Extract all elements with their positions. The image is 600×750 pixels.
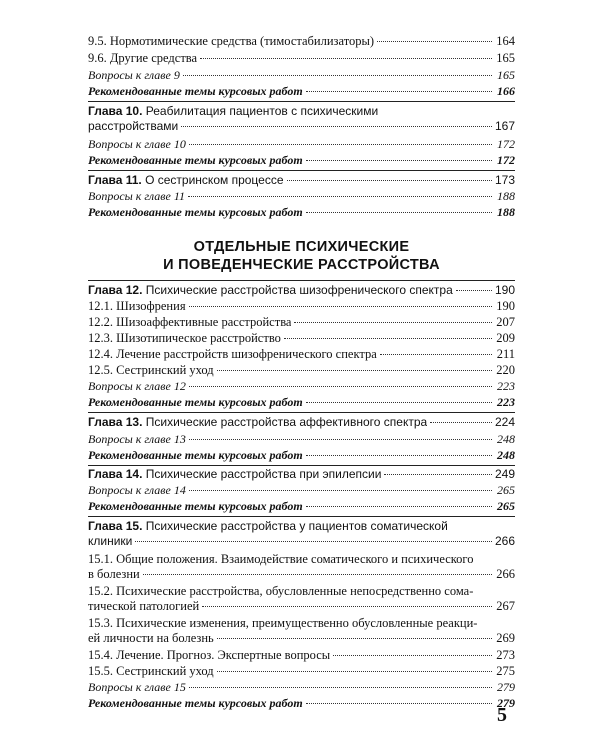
entry-label: Вопросы к главе 13 (88, 432, 186, 446)
entry-label: Реабилитация пациентов с психическими (145, 104, 379, 118)
toc-entry-topics-12 (88, 395, 515, 410)
separator (88, 280, 515, 281)
entry-label: 12.4. Лечение расстройств шизофренического спектра (88, 347, 377, 361)
entry-page: 224 (494, 415, 515, 429)
entry-label: 9.6. Другие средства (88, 51, 198, 65)
entry-label-continued: клиники (88, 534, 133, 548)
entry-label: Психические расстройства аффективного спектра (145, 415, 428, 429)
entry-label: Психические расстройства шизофренического спектра (145, 283, 453, 297)
entry-label: 15.5. Сестринский уход (88, 664, 214, 678)
entry-label: Рекомендованные темы курсовых работ (88, 84, 303, 98)
entry-label: Вопросы к главе 12 (88, 379, 186, 393)
toc-entry-12-5 (88, 363, 515, 378)
toc-chapter-11 (88, 173, 515, 188)
entry-page: 207 (496, 315, 515, 329)
toc-entry-12-4 (88, 347, 515, 362)
entry-page: 190 (494, 283, 515, 297)
toc-entry-topics-9 (88, 84, 515, 99)
toc-entry-topics-11 (88, 205, 515, 220)
entry-label-continued: ей личности на болезнь (88, 631, 214, 645)
entry-label-continued: расстройствами (88, 119, 179, 133)
entry-label: Рекомендованные темы курсовых работ (88, 448, 303, 462)
entry-label: О сестринском процессе (145, 173, 284, 187)
entry-page: 190 (496, 299, 515, 313)
entry-label: 12.3. Шизотипическое расстройство (88, 331, 281, 345)
toc-entry-15-3 (88, 616, 515, 646)
entry-page: 223 (497, 395, 515, 409)
entry-label: 12.1. Шизофрения (88, 299, 186, 313)
toc-entry-15-5 (88, 664, 515, 679)
entry-page: 220 (496, 363, 515, 377)
toc-chapter-13 (88, 415, 515, 430)
entry-label: Вопросы к главе 14 (88, 483, 186, 497)
entry-label: Вопросы к главе 15 (88, 680, 186, 694)
entry-page: 188 (497, 189, 515, 203)
entry-page: 172 (497, 153, 515, 167)
chapter-number: Глава 13. (88, 415, 143, 429)
entry-page: 188 (497, 205, 515, 219)
entry-label: 12.2. Шизоаффективные расстройства (88, 315, 292, 329)
section-heading-line1: ОТДЕЛЬНЫЕ ПСИХИЧЕСКИЕ (193, 239, 410, 255)
entry-label: Вопросы к главе 9 (88, 68, 180, 82)
entry-label: 15.2. Психические расстройства, обусловленные непосредственно сома- (88, 584, 474, 598)
toc-entry-questions-15 (88, 680, 515, 695)
entry-label: Вопросы к главе 11 (88, 189, 185, 203)
toc-entry-15-1 (88, 552, 515, 582)
toc-entry-9-6 (88, 51, 515, 66)
entry-page: 265 (497, 483, 515, 497)
entry-label: 15.4. Лечение. Прогноз. Экспертные вопросы (88, 648, 331, 662)
separator (88, 412, 515, 413)
toc-entry-15-2 (88, 584, 515, 614)
chapter-number: Глава 11. (88, 173, 142, 187)
separator (88, 101, 515, 102)
chapter-number: Глава 14. (88, 467, 143, 481)
toc-entry-questions-14 (88, 483, 515, 498)
entry-page: 165 (497, 68, 515, 82)
toc-entry-questions-12 (88, 379, 515, 394)
entry-label: Рекомендованные темы курсовых работ (88, 395, 303, 409)
toc-chapter-12 (88, 283, 515, 298)
entry-page: 166 (497, 84, 515, 98)
entry-page: 266 (496, 567, 515, 581)
chapter-number: Глава 15. (88, 519, 143, 533)
entry-label: Психические расстройства при эпилепсии (145, 467, 382, 481)
entry-page: 167 (494, 119, 515, 133)
separator (88, 516, 515, 517)
entry-label: 12.5. Сестринский уход (88, 363, 214, 377)
section-heading-line2: И ПОВЕДЕНЧЕСКИЕ РАССТРОЙСТВА (163, 257, 440, 273)
entry-page: 164 (496, 34, 515, 48)
entry-page: 165 (496, 51, 515, 65)
toc-entry-15-4 (88, 648, 515, 663)
toc-entry-topics-14 (88, 499, 515, 514)
toc-chapter-10 (88, 104, 515, 134)
entry-label: Рекомендованные темы курсовых работ (88, 696, 303, 710)
entry-label: Рекомендованные темы курсовых работ (88, 205, 303, 219)
toc-entry-questions-9 (88, 68, 515, 83)
toc-entry-questions-10 (88, 137, 515, 152)
entry-label: 9.5. Нормотимические средства (тимостабилизаторы) (88, 34, 375, 48)
entry-page: 266 (494, 534, 515, 548)
separator (88, 465, 515, 466)
separator (88, 170, 515, 171)
entry-label-continued: в болезни (88, 567, 140, 581)
entry-page: 275 (496, 664, 515, 678)
toc-entry-topics-10 (88, 153, 515, 168)
entry-label-continued: тической патологией (88, 599, 200, 613)
entry-page: 172 (497, 137, 515, 151)
entry-page: 249 (494, 467, 515, 481)
toc-entry-12-3 (88, 331, 515, 346)
entry-page: 265 (497, 499, 515, 513)
chapter-number: Глава 12. (88, 283, 143, 297)
entry-label: Рекомендованные темы курсовых работ (88, 499, 303, 513)
toc-entry-topics-15 (88, 696, 515, 711)
entry-page: 279 (497, 680, 515, 694)
toc-entry-9-5 (88, 34, 515, 49)
entry-page: 211 (496, 347, 515, 361)
entry-label: Психические расстройства у пациентов соматической (145, 519, 448, 533)
entry-page: 273 (496, 648, 515, 662)
toc-entry-topics-13 (88, 448, 515, 463)
entry-label: Вопросы к главе 10 (88, 137, 186, 151)
entry-page: 248 (497, 448, 515, 462)
entry-page: 209 (496, 331, 515, 345)
entry-label: Рекомендованные темы курсовых работ (88, 153, 303, 167)
toc-entry-12-2 (88, 315, 515, 330)
entry-page: 223 (497, 379, 515, 393)
toc-chapter-14 (88, 467, 515, 482)
page-number: 5 (497, 704, 507, 726)
entry-page: 279 (497, 696, 515, 710)
toc-entry-questions-11 (88, 189, 515, 204)
toc-chapter-15 (88, 519, 515, 549)
entry-page: 269 (496, 631, 515, 645)
section-heading (88, 238, 515, 274)
toc-entry-questions-13 (88, 432, 515, 447)
toc-entry-12-1 (88, 299, 515, 314)
entry-page: 267 (496, 599, 515, 613)
entry-page: 248 (497, 432, 515, 446)
entry-page: 173 (494, 173, 515, 187)
chapter-number: Глава 10. (88, 104, 143, 118)
entry-label: 15.3. Психические изменения, преимущественно обусловленные реакци- (88, 616, 478, 630)
entry-label: 15.1. Общие положения. Взаимодействие соматического и психического (88, 552, 474, 566)
